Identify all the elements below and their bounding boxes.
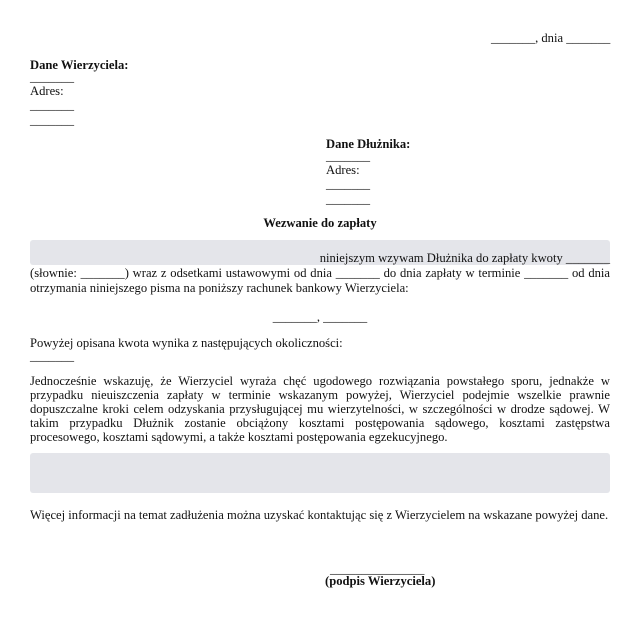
redacted-block xyxy=(30,453,610,493)
demand-line-1: niniejszym wzywam Dłużnika do zapłaty kwoty _______ xyxy=(319,251,610,265)
signature-label: (podpis Wierzyciela) xyxy=(325,574,436,588)
debtor-address-label: Adres: xyxy=(326,163,360,177)
creditor-title: Dane Wierzyciela: xyxy=(30,58,129,72)
debtor-name-blank: _______ xyxy=(326,149,371,163)
bank-account-line: _______, _______ xyxy=(272,310,368,324)
debtor-address-line2: _______ xyxy=(326,192,371,206)
warning-line-1: Jednocześnie wskazuję, że Wierzyciel wyraża chęć ugodowego rozwiązania powstałego sporu, jednakże w xyxy=(30,374,610,388)
debtor-address-line1: _______ xyxy=(326,177,371,191)
warning-line-2: przypadku nieuiszczenia zapłaty w terminie wskazanym powyżej, Wierzyciel podejmie wszelkie prawnie xyxy=(30,388,610,402)
more-info-text: Więcej informacji na temat zadłużenia można uzyskać kontaktując się z Wierzycielem na wskazane powyżej dane. xyxy=(30,508,609,522)
warning-line-3: dopuszczalne kroki celem odzyskania przysługującej mu wierzytelności, w szczególności w drodze sądowej. W xyxy=(30,402,610,416)
demand-line-2: (słownie: _______) wraz z odsetkami ustawowymi od dnia _______ do dnia zapłaty w terminie _______ od dnia xyxy=(30,266,610,280)
warning-line-5: procesowego, kosztami sądowymi, a także kosztami postępowania egzekucyjnego. xyxy=(30,430,448,444)
debtor-title: Dane Dłużnika: xyxy=(326,137,411,151)
creditor-address-line2: _______ xyxy=(30,113,75,127)
place-date-line: _______, dnia _______ xyxy=(491,31,611,45)
document-title: Wezwanie do zapłaty xyxy=(263,216,377,230)
creditor-address-label: Adres: xyxy=(30,84,64,98)
signature-line: _______________ xyxy=(330,562,425,576)
creditor-name-blank: _______ xyxy=(30,70,75,84)
demand-line-3: otrzymania niniejszego pisma na poniższy rachunek bankowy Wierzyciela: xyxy=(30,281,409,295)
warning-line-4: takim przypadku Dłużnik zostanie obciążony kosztami postępowania sądowego, kosztami zastępstwa xyxy=(30,416,610,430)
creditor-address-line1: _______ xyxy=(30,98,75,112)
circumstances-intro: Powyżej opisana kwota wynika z następujących okoliczności: xyxy=(30,336,343,350)
circumstances-blank: _______ xyxy=(30,349,75,363)
